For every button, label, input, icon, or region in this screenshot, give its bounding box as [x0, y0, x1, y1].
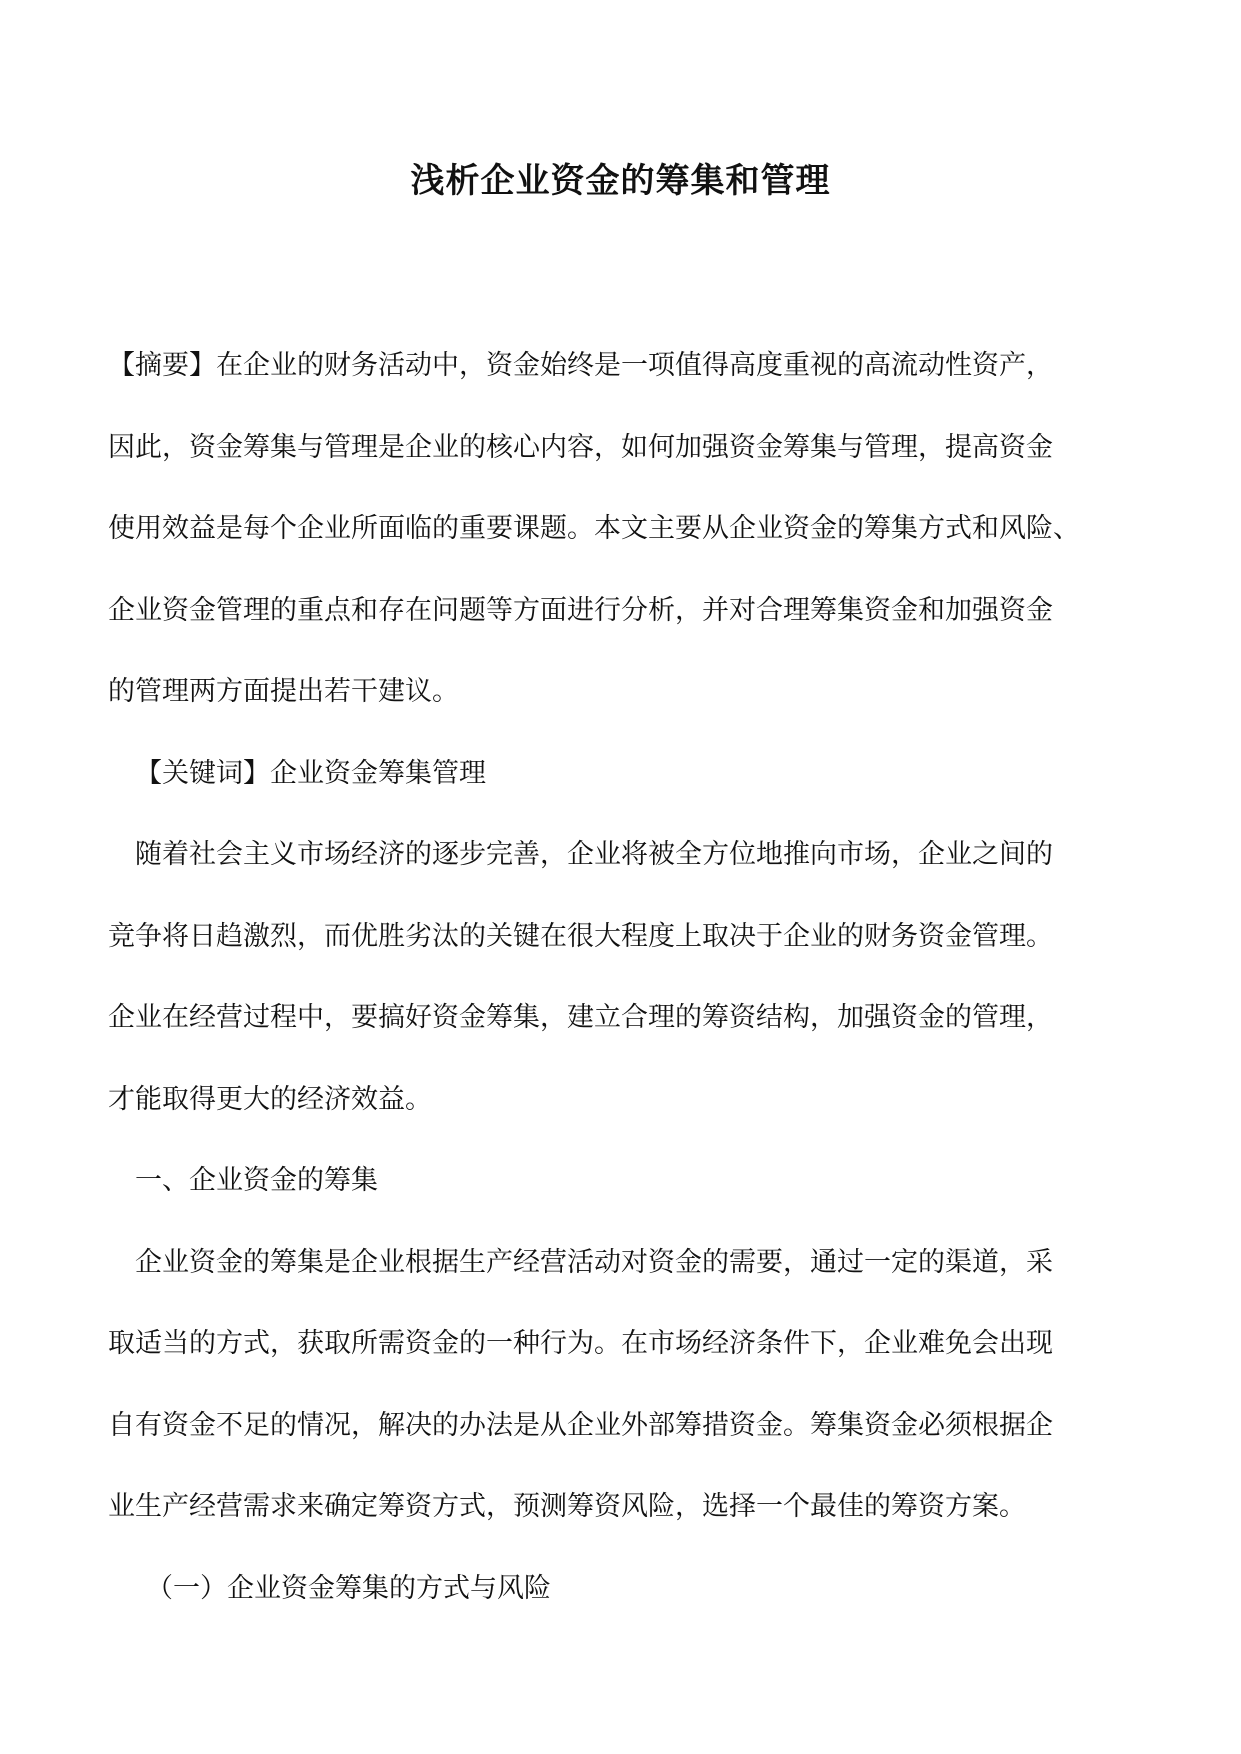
paragraph-line: 企业资金的筹集是企业根据生产经营活动对资金的需要，通过一定的渠道，采	[135, 1246, 1053, 1278]
paragraph-line: 自有资金不足的情况，解决的办法是从企业外部筹措资金。筹集资金必须根据企	[108, 1409, 1053, 1441]
abstract-line: 企业资金管理的重点和存在问题等方面进行分析，并对合理筹集资金和加强资金	[108, 594, 1053, 626]
abstract-line: 因此，资金筹集与管理是企业的核心内容，如何加强资金筹集与管理，提高资金	[108, 431, 1053, 463]
paragraph-line: 企业在经营过程中，要搞好资金筹集，建立合理的筹资结构，加强资金的管理，	[108, 1002, 1053, 1033]
subsection-heading: （一）企业资金筹集的方式与风险	[146, 1572, 551, 1604]
abstract-line: 使用效益是每个企业所面临的重要课题。本文主要从企业资金的筹集方式和风险、	[108, 513, 1080, 544]
document-body	[108, 346, 1142, 1650]
paragraph-line: 业生产经营需求来确定筹资方式，预测筹资风险，选择一个最佳的筹资方案。	[108, 1491, 1026, 1522]
paragraph-line: 竞争将日趋激烈，而优胜劣汰的关键在很大程度上取决于企业的财务资金管理。	[108, 920, 1053, 952]
paragraph-line: 才能取得更大的经济效益。	[108, 1083, 432, 1115]
abstract-line: 的管理两方面提出若干建议。	[108, 676, 459, 707]
section-heading: 一、企业资金的筹集	[135, 1165, 378, 1196]
paragraph-line: 随着社会主义市场经济的逐步完善，企业将被全方位地推向市场，企业之间的	[135, 839, 1053, 870]
keywords-line: 【关键词】企业资金筹集管理	[135, 757, 486, 789]
document-title: 浅析企业资金的筹集和管理	[410, 161, 831, 201]
abstract-line: 【摘要】在企业的财务活动中，资金始终是一项值得高度重视的高流动性资产，	[108, 350, 1053, 381]
paragraph-line: 取适当的方式，获取所需资金的一种行为。在市场经济条件下，企业难免会出现	[108, 1328, 1053, 1359]
